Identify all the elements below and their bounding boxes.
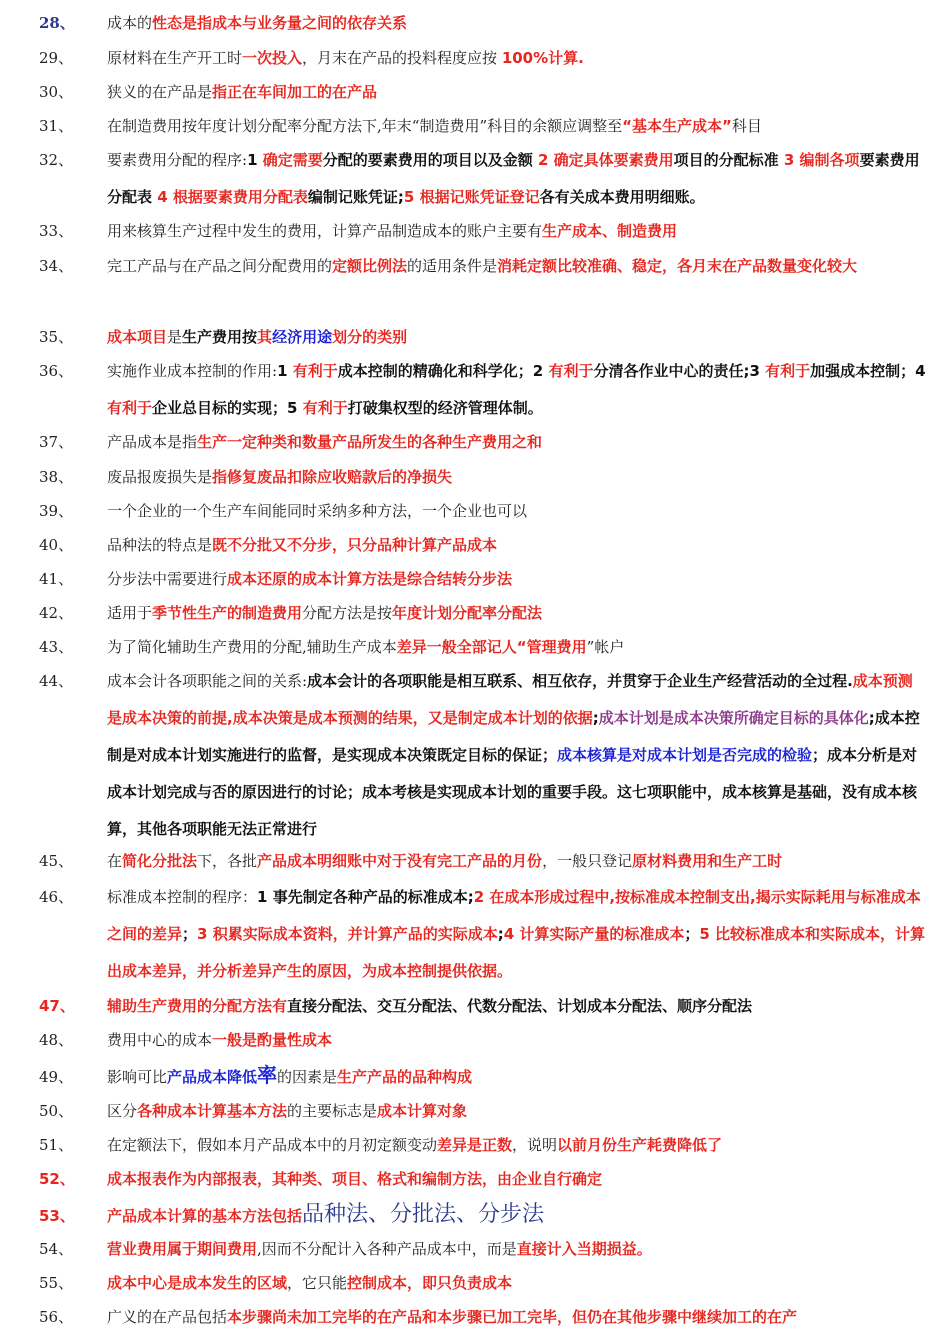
item-number: 38、 xyxy=(39,468,74,486)
item-text: “基本生产成本” xyxy=(622,117,732,135)
item-text: 差异是正数 xyxy=(437,1136,513,1154)
item-number: 49、 xyxy=(39,1068,74,1086)
item-text: 指正在车间加工的在产品 xyxy=(212,83,378,101)
item-text: 划分的类别 xyxy=(332,328,408,346)
item-text: 各有关成本费用明细账。 xyxy=(539,188,705,206)
item-text: 生产费用按 xyxy=(182,328,258,346)
item-text: 产品成本明细账中对于没有完工产品的月份 xyxy=(257,852,543,870)
item-text: 成本控制的精确化和科学化； xyxy=(337,362,533,380)
item-text: 3 xyxy=(749,362,766,380)
item-text: 有利于 xyxy=(548,362,594,380)
item-text: 直接分配法、交互分配法、代数分配法、计划成本分配法、顺序分配法 xyxy=(287,997,753,1015)
item-text: 标准成本控制的程序： xyxy=(107,888,258,906)
item-number: 45、 xyxy=(39,852,74,870)
item-text: 用来核算生产过程中发生的费用，计算产品制造成本的账户主要有 xyxy=(107,222,543,240)
item-text: 加强成本控制； xyxy=(810,362,916,380)
item-text: 100%计算. xyxy=(501,49,584,67)
item-text: 1 xyxy=(247,151,263,169)
item-text: 费用中心的成本 xyxy=(107,1031,213,1049)
item-text: ； xyxy=(684,925,700,943)
item-number: 30、 xyxy=(39,83,74,101)
item-number: 43、 xyxy=(39,638,74,656)
item-text: 适用于 xyxy=(107,604,153,622)
item-text: 有利于 xyxy=(302,399,348,417)
item-text: ;成本控制是对成本计划实施进行的监督，是实现成本决策既定目标的保证； xyxy=(107,709,920,764)
item-text: ；成本分析是对成本计划完成与否的原因进行的讨论；成本考核是实现成本计划的重要手段。这七项职能中，成本核算是基础，没有成本核算，其他各项职能无法正常进行 xyxy=(107,746,918,838)
item-text: 4 xyxy=(915,362,926,380)
item-number: 55、 xyxy=(39,1274,74,1292)
item-text: 有利于 xyxy=(292,362,338,380)
item-text: 在 xyxy=(107,852,123,870)
list-item xyxy=(39,1231,927,1268)
list-item xyxy=(39,424,927,461)
item-text: 3 编制各项 xyxy=(783,151,860,169)
item-text: 分清各作业中心的责任; xyxy=(593,362,750,380)
list-item xyxy=(39,663,927,848)
item-text: 的主要标志是 xyxy=(287,1102,378,1120)
item-text: 成本报表作为内部报表，其种类、项目、格式和编制方法，由企业自行确定 xyxy=(107,1170,603,1188)
item-number: 40、 xyxy=(39,536,74,554)
item-text: 品种法的特点是 xyxy=(107,536,213,554)
list-item xyxy=(39,142,927,216)
item-text: 确定需要 xyxy=(262,151,323,169)
item-text: 经济用途 xyxy=(272,328,333,346)
item-number: 32、 xyxy=(39,151,74,169)
item-number: 44、 xyxy=(39,672,74,690)
item-text: 控制成本，即只负责成本 xyxy=(347,1274,513,1292)
item-text: 成本会计的各项职能是相互联系、相互依存，并贯穿于企业生产经营活动的全过程. xyxy=(307,672,853,690)
item-number: 53、 xyxy=(39,1207,75,1225)
item-text: 分步法中需要进行 xyxy=(107,570,228,588)
item-text: 指修复废品扣除应收赔款后的净损失 xyxy=(212,468,453,486)
item-text: 3 积累实际成本资料，并计算产品的实际成本 xyxy=(197,925,498,943)
item-number: 42、 xyxy=(39,604,74,622)
item-text: 季节性生产的制造费用 xyxy=(152,604,303,622)
item-text: 其 xyxy=(257,328,273,346)
item-number: 54、 xyxy=(39,1240,74,1258)
item-text: 原材料费用和生产工时 xyxy=(632,852,783,870)
item-text: 率 xyxy=(257,1063,278,1087)
item-text: 成本中心是成本发生的区域 xyxy=(107,1274,288,1292)
item-text: 2 xyxy=(532,362,549,380)
item-text: 5 比较标准成本和实际成本，计算出成本差异，并分析差异产生的原因，为成本控制提供依据。 xyxy=(107,925,926,980)
item-text: 项目的分配标准 xyxy=(673,151,784,169)
item-text: 营业费用属于期间费用 xyxy=(107,1240,258,1258)
item-text: ； xyxy=(182,925,198,943)
item-text: 在制造费用按年度计划分配率分配方法下,年末“制造费用”科目的余额应调整至 xyxy=(107,117,623,135)
item-text: ，说明 xyxy=(512,1136,558,1154)
item-text: 成本项目 xyxy=(107,328,168,346)
item-text: 分配的要素费用的项目以及金额 xyxy=(322,151,538,169)
item-text: 本步骤尚未加工完毕的在产品和本步骤已加工完毕，但仍在其他步骤中继续加工的在产 xyxy=(227,1308,798,1326)
item-text: 4 计算实际产量的标准成本 xyxy=(503,925,685,943)
list-item xyxy=(39,879,927,990)
item-number: 48、 xyxy=(39,1031,74,1049)
item-text: 科目 xyxy=(731,117,762,135)
list-item xyxy=(39,319,927,356)
item-text: 成本预测是成本决策的前提,成本决策是成本预测的结果，又是制定成本计划的依据 xyxy=(107,672,913,727)
item-number: 35、 xyxy=(39,328,74,346)
list-item xyxy=(39,74,927,111)
list-item xyxy=(39,1196,927,1235)
item-text: 性态是指成本与业务量之间的依存关系 xyxy=(152,14,408,32)
item-text: 一次投入 xyxy=(242,49,303,67)
list-item xyxy=(39,248,927,285)
item-text: 一个企业的一个生产车间能同时采纳多种方法，一个企业也可以 xyxy=(107,502,528,520)
item-number: 37、 xyxy=(39,433,74,451)
list-item xyxy=(39,1127,927,1164)
item-text: 消耗定额比较准确、稳定，各月末在产品数量变化较大 xyxy=(497,257,858,275)
item-number: 34、 xyxy=(39,257,74,275)
item-number: 56、 xyxy=(39,1308,74,1326)
item-text: 影响可比 xyxy=(107,1068,168,1086)
list-item xyxy=(39,561,927,598)
list-item xyxy=(39,1022,927,1059)
item-text: 既不分批又不分步，只分品种计算产品成本 xyxy=(212,536,498,554)
item-text: 成本的 xyxy=(107,14,153,32)
item-text: 成本核算是对成本计划是否完成的检验 xyxy=(557,746,813,764)
item-text: 生产产品的品种构成 xyxy=(337,1068,473,1086)
item-text: 有利于 xyxy=(107,399,153,417)
item-text: 的适用条件是 xyxy=(407,257,498,275)
item-text: 在定额法下，假如本月产品成本中的月初定额变动 xyxy=(107,1136,438,1154)
item-text: 辅助生产费用的分配方法有 xyxy=(107,997,288,1015)
item-text: 分配方法是按 xyxy=(302,604,393,622)
item-text: ; xyxy=(497,925,504,943)
item-text: 下，各批 xyxy=(197,852,258,870)
item-text: 狭义的在产品是 xyxy=(107,83,213,101)
item-text: 2 在成本形成过程中,按标准成本控制支出,揭示实际耗用与标准成本之间的差异 xyxy=(107,888,921,943)
item-text: 的因素是 xyxy=(277,1068,338,1086)
list-item xyxy=(39,213,927,250)
item-text: 有利于 xyxy=(765,362,811,380)
item-text: 定额比例法 xyxy=(332,257,408,275)
item-text: 生产成本、制造费用 xyxy=(542,222,678,240)
item-number: 36、 xyxy=(39,362,74,380)
item-text: 成本计算对象 xyxy=(377,1102,468,1120)
item-text: ”帐户 xyxy=(586,638,625,656)
list-item xyxy=(39,988,927,1025)
item-text: 简化分批法 xyxy=(122,852,198,870)
item-text: 企业总目标的实现； xyxy=(152,399,288,417)
list-item xyxy=(39,459,927,496)
list-item xyxy=(39,353,927,427)
item-text: 直接计入当期损益。 xyxy=(516,1240,652,1258)
item-text: 为了简化辅助生产费用的分配,辅助生产成本 xyxy=(107,638,397,656)
item-text: 要素费用分配表 xyxy=(107,151,920,206)
list-item xyxy=(39,1057,927,1096)
item-text: 差异一般全部记人“管理费用 xyxy=(396,638,587,656)
item-text: 生产一定种类和数量产品所发生的各种生产费用之和 xyxy=(197,433,543,451)
item-text: 1 xyxy=(257,888,273,906)
item-text: 打破集权型的经济管理体制。 xyxy=(347,399,543,417)
item-text: 事先制定各种产品的标准成本; xyxy=(272,888,474,906)
item-text: 产品成本降低 xyxy=(167,1068,258,1086)
item-text: 实施作业成本控制的作用: xyxy=(107,362,278,380)
list-item xyxy=(39,40,927,77)
item-text: ，一般只登记 xyxy=(542,852,633,870)
item-number: 52、 xyxy=(39,1170,75,1188)
item-text: 品种法、分批法、分步法 xyxy=(302,1202,545,1227)
item-number: 31、 xyxy=(39,117,74,135)
item-text: 原材料在生产开工时 xyxy=(107,49,243,67)
item-text: ，它只能 xyxy=(287,1274,348,1292)
item-text: 年度计划分配率分配法 xyxy=(392,604,543,622)
item-text: 以前月份生产耗费降低了 xyxy=(557,1136,723,1154)
item-text: ，月末在产品的投料程度应按 xyxy=(302,49,502,67)
list-item xyxy=(39,1161,927,1198)
item-text: 成本计划是成本决策所确定目标的具体化 xyxy=(598,709,869,727)
item-number: 51、 xyxy=(39,1136,74,1154)
item-text: 4 根据要素费用分配表 xyxy=(157,188,308,206)
list-item xyxy=(39,843,927,880)
item-number: 41、 xyxy=(39,570,74,588)
item-number: 47、 xyxy=(39,997,75,1015)
list-item xyxy=(39,5,927,42)
item-text: 成本会计各项职能之间的关系: xyxy=(107,672,308,690)
item-number: 29、 xyxy=(39,49,74,67)
item-text: 是 xyxy=(167,328,183,346)
item-number: 39、 xyxy=(39,502,74,520)
item-text: 5 xyxy=(287,399,303,417)
item-text: 产品成本是指 xyxy=(107,433,198,451)
list-item xyxy=(39,493,927,530)
list-item xyxy=(39,108,927,145)
item-text: 要素费用分配的程序: xyxy=(107,151,248,169)
list-item xyxy=(39,1299,927,1336)
item-number: 50、 xyxy=(39,1102,74,1120)
item-text: 编制记账凭证; xyxy=(307,188,404,206)
list-item xyxy=(39,1265,927,1302)
list-item xyxy=(39,1093,927,1130)
item-text: ,因而不分配计入各种产品成本中，而是 xyxy=(257,1240,517,1258)
item-number: 33、 xyxy=(39,222,74,240)
item-text: 一般是酌量性成本 xyxy=(212,1031,333,1049)
list-item xyxy=(39,595,927,632)
item-number: 46、 xyxy=(39,888,74,906)
item-text: 废品报废损失是 xyxy=(107,468,213,486)
item-text: 成本还原的成本计算方法是综合结转分步法 xyxy=(227,570,513,588)
list-item xyxy=(39,527,927,564)
item-text: 2 确定具体要素费用 xyxy=(537,151,674,169)
item-number: 28、 xyxy=(39,14,75,32)
item-text: 完工产品与在产品之间分配费用的 xyxy=(107,257,333,275)
list-item xyxy=(39,629,927,666)
item-text: 区分 xyxy=(107,1102,138,1120)
item-text: 各种成本计算基本方法 xyxy=(137,1102,288,1120)
item-text: 产品成本计算的基本方法包括 xyxy=(107,1207,303,1225)
item-text: 广义的在产品包括 xyxy=(107,1308,228,1326)
item-text: ; xyxy=(592,709,599,727)
item-text: 5 根据记账凭证登记 xyxy=(403,188,540,206)
item-text: 1 xyxy=(277,362,293,380)
